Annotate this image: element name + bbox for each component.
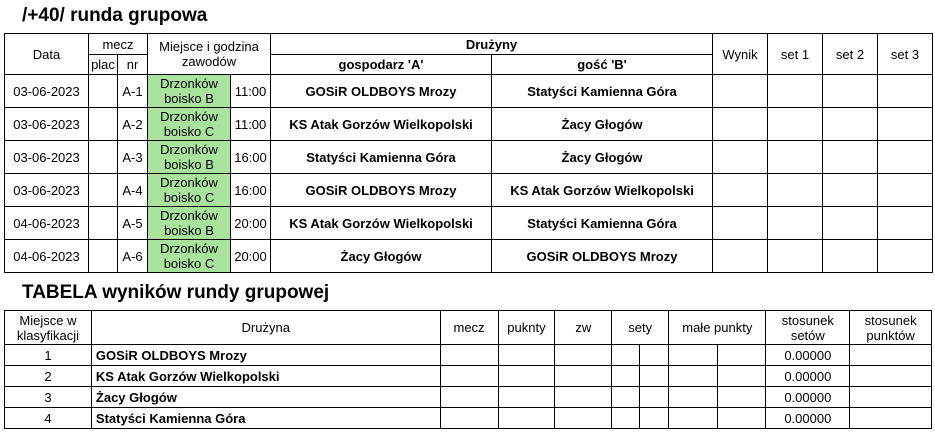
match-result-cell[interactable] [713, 141, 768, 174]
header-date: Data [5, 34, 89, 75]
standing-place: 4 [5, 408, 92, 429]
header-set2: set 2 [823, 34, 878, 75]
standing-team: Statyści Kamienna Góra [91, 408, 440, 429]
match-field-cell [89, 240, 118, 273]
venue-line2: boisko C [163, 256, 215, 271]
standings-table [4, 310, 932, 429]
match-set1-cell[interactable] [768, 141, 823, 174]
standing-points-cell [498, 345, 555, 366]
match-field-cell [89, 108, 118, 141]
standing-points-cell [498, 366, 555, 387]
match-row [5, 75, 933, 108]
standing-wins-cell [555, 408, 612, 429]
match-result-cell[interactable] [713, 174, 768, 207]
match-time: 16:00 [231, 174, 271, 207]
match-set1-cell[interactable] [768, 207, 823, 240]
match-date: 04-06-2023 [5, 207, 89, 240]
standing-points-lost-cell [717, 408, 766, 429]
venue-line1: Drzonków [160, 175, 218, 190]
header-point-ratio: stosunek punktów [850, 311, 932, 345]
standing-points-lost-cell [717, 345, 766, 366]
match-away-team: GOSiR OLDBOYS Mrozy [492, 240, 713, 273]
standing-sets-won-cell [612, 366, 640, 387]
header-home: gospodarz 'A' [271, 55, 492, 75]
summary-title: TABELA wyników rundy grupowej [22, 282, 330, 303]
standing-sets-won-cell [612, 408, 640, 429]
match-set2-cell[interactable] [823, 141, 878, 174]
header-set1: set 1 [768, 34, 823, 75]
match-time: 11:00 [231, 108, 271, 141]
match-date: 04-06-2023 [5, 240, 89, 273]
standing-wins-cell [555, 345, 612, 366]
standing-place: 2 [5, 366, 92, 387]
match-row [5, 240, 933, 273]
match-away-team: Statyści Kamienna Góra [492, 207, 713, 240]
match-set1-cell[interactable] [768, 108, 823, 141]
header-number: nr [118, 55, 148, 75]
header-match: mecz [89, 34, 148, 55]
match-date: 03-06-2023 [5, 174, 89, 207]
header-sets: sety [612, 311, 669, 345]
match-date: 03-06-2023 [5, 108, 89, 141]
standing-sets-lost-cell [640, 408, 669, 429]
standing-point-ratio-cell [850, 366, 932, 387]
standing-sets-won-cell [612, 387, 640, 408]
standing-points-won-cell [669, 345, 718, 366]
match-result-cell[interactable] [713, 207, 768, 240]
venue-line2: boisko B [164, 91, 214, 106]
match-row [5, 207, 933, 240]
match-number: A-6 [118, 240, 148, 273]
standing-sets-lost-cell [640, 387, 669, 408]
standing-set-ratio: 0.00000 [766, 387, 850, 408]
match-set2-cell[interactable] [823, 174, 878, 207]
match-set1-cell[interactable] [768, 75, 823, 108]
schedule-title: /+40/ runda grupowa [22, 5, 208, 26]
standing-set-ratio: 0.00000 [766, 408, 850, 429]
header-result: Wynik [713, 34, 768, 75]
venue-line2: boisko C [163, 190, 215, 205]
standing-points-cell [498, 408, 555, 429]
standing-points-lost-cell [717, 387, 766, 408]
match-home-team: GOSiR OLDBOYS Mrozy [271, 75, 492, 108]
standing-sets-lost-cell [640, 366, 669, 387]
match-time: 16:00 [231, 141, 271, 174]
header-away: gość 'B' [492, 55, 713, 75]
header-wins: zw [555, 311, 612, 345]
match-away-team: KS Atak Gorzów Wielkopolski [492, 174, 713, 207]
header-small-points: małe punkty [669, 311, 766, 345]
match-home-team: KS Atak Gorzów Wielkopolski [271, 108, 492, 141]
standings-row [5, 408, 932, 429]
schedule-table [4, 33, 933, 273]
standing-points-won-cell [669, 366, 718, 387]
standing-points-won-cell [669, 387, 718, 408]
match-set1-cell[interactable] [768, 174, 823, 207]
standings-row [5, 345, 932, 366]
match-venue [148, 174, 231, 207]
match-set1-cell[interactable] [768, 240, 823, 273]
standing-team: KS Atak Gorzów Wielkopolski [91, 366, 440, 387]
match-set3-cell[interactable] [878, 75, 933, 108]
standing-point-ratio-cell [850, 408, 932, 429]
standing-team: Żacy Głogów [91, 387, 440, 408]
match-set3-cell[interactable] [878, 108, 933, 141]
match-field-cell [89, 174, 118, 207]
venue-line1: Drzonków [160, 142, 218, 157]
match-set2-cell[interactable] [823, 108, 878, 141]
match-set3-cell[interactable] [878, 141, 933, 174]
match-home-team: Statyści Kamienna Góra [271, 141, 492, 174]
standing-point-ratio-cell [850, 387, 932, 408]
venue-line2: boisko B [164, 223, 214, 238]
match-venue [148, 240, 231, 273]
match-set2-cell[interactable] [823, 75, 878, 108]
match-row [5, 141, 933, 174]
venue-line1: Drzonków [160, 76, 218, 91]
standing-set-ratio: 0.00000 [766, 345, 850, 366]
match-away-team: Żacy Głogów [492, 141, 713, 174]
standing-points-lost-cell [717, 366, 766, 387]
match-venue [148, 108, 231, 141]
match-field-cell [89, 141, 118, 174]
match-field-cell [89, 75, 118, 108]
standing-matches-cell [440, 408, 498, 429]
standing-matches-cell [440, 366, 498, 387]
header-set3: set 3 [878, 34, 933, 75]
match-venue [148, 141, 231, 174]
match-row [5, 174, 933, 207]
match-away-team: Statyści Kamienna Góra [492, 75, 713, 108]
header-place: Miejsce w klasyfikacji [5, 311, 92, 345]
match-result-cell[interactable] [713, 240, 768, 273]
standing-points-won-cell [669, 408, 718, 429]
header-points: puknty [498, 311, 555, 345]
match-time: 11:00 [231, 75, 271, 108]
match-number: A-1 [118, 75, 148, 108]
match-result-cell[interactable] [713, 108, 768, 141]
match-number: A-4 [118, 174, 148, 207]
standing-matches-cell [440, 345, 498, 366]
match-venue [148, 75, 231, 108]
standings-row [5, 366, 932, 387]
match-date: 03-06-2023 [5, 75, 89, 108]
match-set3-cell[interactable] [878, 207, 933, 240]
header-team: Drużyna [91, 311, 440, 345]
standing-sets-lost-cell [640, 345, 669, 366]
header-matches: mecz [440, 311, 498, 345]
match-number: A-3 [118, 141, 148, 174]
match-number: A-5 [118, 207, 148, 240]
header-set-ratio: stosunek setów [766, 311, 850, 345]
match-venue [148, 207, 231, 240]
match-row [5, 108, 933, 141]
standing-point-ratio-cell [850, 345, 932, 366]
standing-points-cell [498, 387, 555, 408]
standing-wins-cell [555, 387, 612, 408]
venue-line2: boisko B [164, 157, 214, 172]
match-result-cell[interactable] [713, 75, 768, 108]
standing-team: GOSiR OLDBOYS Mrozy [91, 345, 440, 366]
standing-sets-won-cell [612, 345, 640, 366]
header-teams: Drużyny [271, 34, 713, 55]
match-time: 20:00 [231, 207, 271, 240]
match-away-team: Żacy Głogów [492, 108, 713, 141]
match-set2-cell[interactable] [823, 240, 878, 273]
match-set3-cell[interactable] [878, 174, 933, 207]
standings-row [5, 387, 932, 408]
standing-wins-cell [555, 366, 612, 387]
match-set3-cell[interactable] [878, 240, 933, 273]
match-home-team: GOSiR OLDBOYS Mrozy [271, 174, 492, 207]
standing-place: 3 [5, 387, 92, 408]
venue-line1: Drzonków [160, 241, 218, 256]
match-field-cell [89, 207, 118, 240]
match-set2-cell[interactable] [823, 207, 878, 240]
venue-line1: Drzonków [160, 208, 218, 223]
standing-matches-cell [440, 387, 498, 408]
standing-set-ratio: 0.00000 [766, 366, 850, 387]
venue-line2: boisko C [163, 124, 215, 139]
match-date: 03-06-2023 [5, 141, 89, 174]
match-home-team: Żacy Głogów [271, 240, 492, 273]
header-field: plac [89, 55, 118, 75]
match-time: 20:00 [231, 240, 271, 273]
header-place-time: Miejsce i godzina zawodów [148, 34, 271, 75]
match-number: A-2 [118, 108, 148, 141]
standing-place: 1 [5, 345, 92, 366]
match-home-team: KS Atak Gorzów Wielkopolski [271, 207, 492, 240]
venue-line1: Drzonków [160, 109, 218, 124]
